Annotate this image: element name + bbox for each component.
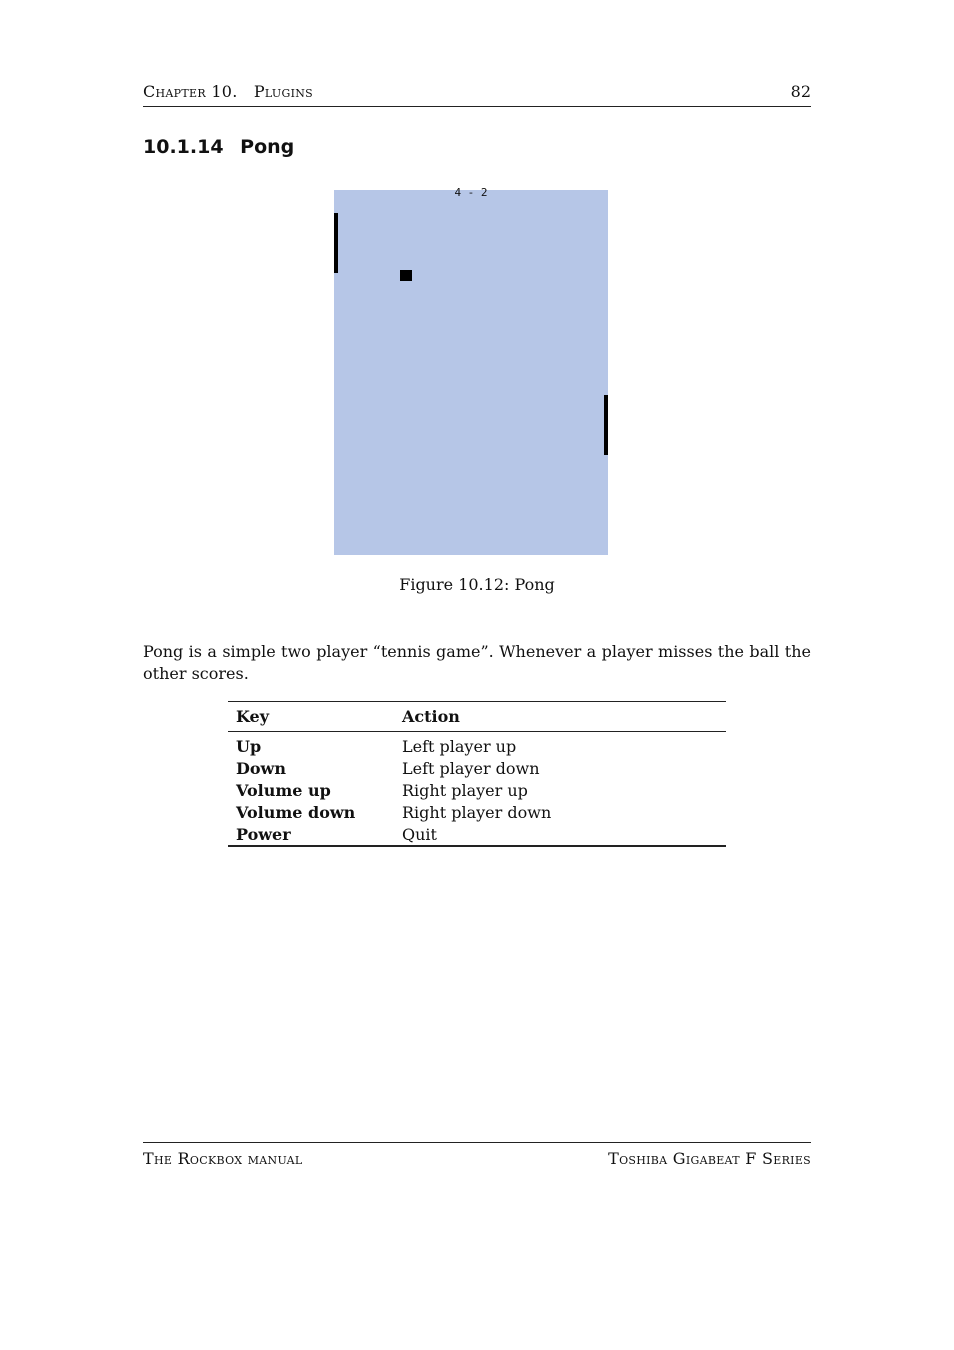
key-cell: Up [236,736,262,756]
action-cell: Quit [402,824,437,844]
table-row [228,801,726,823]
running-footer [143,1142,811,1167]
figure-caption: Figure 10.12: Pong [399,575,555,594]
section-name: Pong [240,136,295,158]
section-number: 10.1.14 [143,136,224,158]
table-row [228,823,726,845]
action-cell: Right player down [402,802,552,822]
column-header-key: Key [228,702,394,732]
left-paddle [334,213,338,273]
table-row [228,732,726,758]
key-cell: Down [236,758,286,778]
key-cell: Volume up [236,780,331,800]
table-header-row [228,702,726,732]
chapter-name: Plugins [253,82,313,101]
table-row [228,779,726,801]
column-header-action: Action [394,702,726,732]
chapter-heading [143,82,313,101]
key-table [228,701,726,847]
page-number: 82 [790,82,811,101]
ball [400,270,412,281]
right-paddle [604,395,608,455]
action-cell: Right player up [402,780,528,800]
key-cell: Power [236,824,291,844]
action-cell: Left player up [402,736,517,756]
section-title [143,136,294,158]
score-display: 4 - 2 [454,186,488,199]
chapter-label: Chapter 10. [143,82,238,101]
footer-manual-title: The Rockbox manual [143,1149,303,1168]
pong-screenshot [334,190,608,555]
running-header [143,82,811,107]
key-cell: Volume down [236,802,356,822]
body-paragraph: Pong is a simple two player “tennis game”. Whenever a player misses the ball the other scores. [143,642,811,683]
action-cell: Left player down [402,758,540,778]
table-row [228,757,726,779]
footer-device-name: Toshiba Gigabeat F Series [608,1149,811,1168]
